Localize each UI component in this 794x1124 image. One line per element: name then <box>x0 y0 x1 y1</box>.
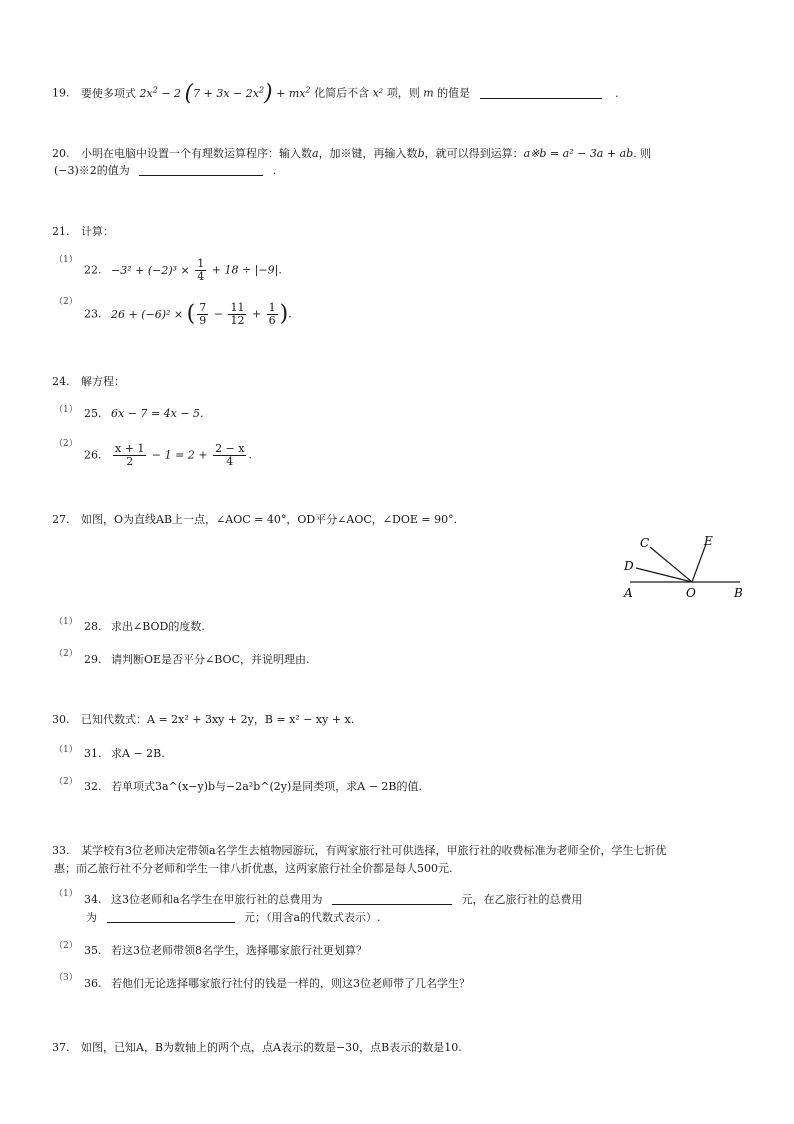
sub-number: （2） <box>54 777 78 787</box>
question-23: 23. 26 + (−6)² × ( $\frac{7}{9}$ − $\frac{11}{12}$ + $\frac{1}{6}$ ). <box>84 301 292 327</box>
punctuation: . <box>288 307 292 321</box>
question-number: 27. <box>52 513 70 526</box>
question-number: 26. <box>84 448 102 462</box>
answer-blank-a[interactable] <box>332 892 452 905</box>
question-36 <box>84 976 470 992</box>
question-number: 31. <box>84 747 102 760</box>
term: x² <box>372 86 384 100</box>
sub-number: （1） <box>54 405 78 415</box>
question-20-line2 <box>54 163 276 179</box>
question-number: 21. <box>52 225 70 238</box>
question-text: 解方程： <box>81 375 125 388</box>
equation: − 1 = 2 + <box>151 448 208 462</box>
question-28 <box>84 619 205 635</box>
question-number: 29. <box>84 653 102 666</box>
label-b: B <box>734 586 743 600</box>
question-text: 已知代数式：A = 2x² + 3xy + 2y，B = x² − xy + x. <box>81 713 355 726</box>
question-number: 37. <box>52 1041 70 1054</box>
question-35 <box>84 943 367 959</box>
question-text: 若这3位老师带领8名学生，选择哪家旅行社更划算？ <box>111 944 367 957</box>
question-number: 30. <box>52 713 70 726</box>
question-29 <box>84 652 309 668</box>
question-text: 求出∠BOD的度数. <box>111 620 205 633</box>
question-text: 这3位老师和a名学生在甲旅行社的总费用为 <box>111 893 323 906</box>
question-text: ，加※键，再输入数 <box>318 147 418 160</box>
question-text: (−3)※2的值为 <box>54 164 130 177</box>
question-31 <box>84 746 165 762</box>
answer-blank[interactable] <box>480 86 602 99</box>
question-33-line2: 惠；而乙旅行社不分老师和学生一律八折优惠，这两家旅行社全价都是每人500元. <box>54 862 453 875</box>
variable: a <box>312 147 319 160</box>
ray-oe <box>692 544 706 582</box>
sub-number: （1） <box>54 617 78 627</box>
punctuation: . <box>248 448 252 462</box>
question-number: 36. <box>84 977 102 990</box>
question-text: 某学校有3位老师决定带领a名学生去植物园游玩，有两家旅行社可供选择，甲旅行社的收费标准为老师全价，学生七折优 <box>81 844 667 857</box>
question-20 <box>52 146 651 162</box>
question-number: 32. <box>84 780 102 793</box>
question-number: 22. <box>84 263 102 277</box>
question-34-line2 <box>86 910 381 926</box>
question-text: 求A − 2B. <box>111 747 165 760</box>
question-text: 计算： <box>81 225 114 238</box>
question-32 <box>84 779 422 795</box>
question-number: 19. <box>52 86 70 100</box>
equation: 6x − 7 = 4x − 5. <box>111 407 204 420</box>
polynomial-expression: $2x^2 - 2$ $(7 + 3x - 2x^2) + mx^2$ <box>139 80 311 106</box>
label-c: C <box>640 536 650 550</box>
question-text: 化简后不含 <box>314 86 370 100</box>
fraction: $\frac{x + 1}{2}$ <box>115 442 145 468</box>
variable: b <box>417 147 425 160</box>
label-e: E <box>704 534 713 548</box>
sub-number: （1） <box>54 745 78 755</box>
question-22 <box>84 258 282 283</box>
label-d: D <box>624 559 634 573</box>
question-34 <box>84 892 583 908</box>
question-text: 如图，O为直线AB上一点，∠AOC = 40°，OD平分∠AOC，∠DOE = 90°. <box>81 513 458 526</box>
punctuation: . <box>615 86 619 100</box>
question-number: 28. <box>84 620 102 633</box>
question-33 <box>52 843 667 859</box>
label-a: A <box>624 586 633 600</box>
question-text: 项，则 <box>386 86 420 100</box>
question-37 <box>52 1040 462 1056</box>
answer-blank[interactable] <box>139 163 263 176</box>
question-text: 元，在乙旅行社的总费用 <box>461 893 583 906</box>
question-27 <box>52 512 457 528</box>
fraction: $\frac{1}{6}$ <box>268 301 276 327</box>
question-number: 33. <box>52 844 70 857</box>
sub-number: （2） <box>54 649 78 659</box>
question-24 <box>52 374 125 390</box>
question-text: ，就可以得到运算： <box>424 147 524 160</box>
question-number: 25. <box>84 407 102 420</box>
fraction: $\frac{2 - x}{4}$ <box>215 442 245 468</box>
question-text: 如图，已知A，B为数轴上的两个点，点A表示的数是−30，点B表示的数是10. <box>81 1041 462 1054</box>
expression: 26 + (−6)² × <box>111 307 184 321</box>
fraction: $\frac{11}{12}$ <box>230 301 245 327</box>
question-19 <box>52 80 619 106</box>
question-number: 24. <box>52 375 70 388</box>
question-text: . 则 <box>633 147 652 160</box>
sub-number: （1） <box>54 889 78 899</box>
sub-number: （2） <box>54 941 78 951</box>
question-number: 34. <box>84 893 102 906</box>
sub-number: （2） <box>54 439 78 449</box>
formula: a※b = a² − 3a + ab <box>523 147 634 160</box>
angle-figure <box>610 530 760 605</box>
question-25 <box>84 406 204 422</box>
question-text: 元；（用含a的代数式表示）. <box>244 911 381 924</box>
expression: + 18 ÷ |−9|. <box>211 263 282 277</box>
punctuation: . <box>272 164 277 177</box>
variable: m <box>423 86 434 100</box>
question-21 <box>52 224 114 240</box>
question-text: 若他们无论选择哪家旅行社付的钱是一样的，则这3位老师带了几名学生？ <box>111 977 470 990</box>
question-number: 20. <box>52 147 70 160</box>
question-number: 35. <box>84 944 102 957</box>
question-text: 小明在电脑中设置一个有理数运算程序：输入数 <box>81 147 312 160</box>
question-text: 请判断OE是否平分∠BOC，并说明理由. <box>111 653 310 666</box>
expression: −3² + (−2)³ × <box>111 263 190 277</box>
sub-number: （2） <box>54 297 78 307</box>
fraction: $\frac{7}{9}$ <box>199 301 207 327</box>
question-text: 若单项式3a^(x−y)b与−2a²b^(2y)是同类项，求A − 2B的值. <box>111 780 423 793</box>
label-o: O <box>686 586 696 600</box>
question-text: 的值是 <box>437 86 471 100</box>
question-30 <box>52 712 354 728</box>
sub-number: （3） <box>54 973 78 983</box>
question-26 <box>84 443 252 468</box>
fraction: $\frac{1}{4}$ <box>197 257 205 283</box>
answer-blank-b[interactable] <box>107 910 235 923</box>
sub-number: （1） <box>54 255 78 265</box>
question-text: 要使多项式 <box>81 86 136 100</box>
question-text: 为 <box>86 911 97 924</box>
question-number: 23. <box>84 307 102 321</box>
